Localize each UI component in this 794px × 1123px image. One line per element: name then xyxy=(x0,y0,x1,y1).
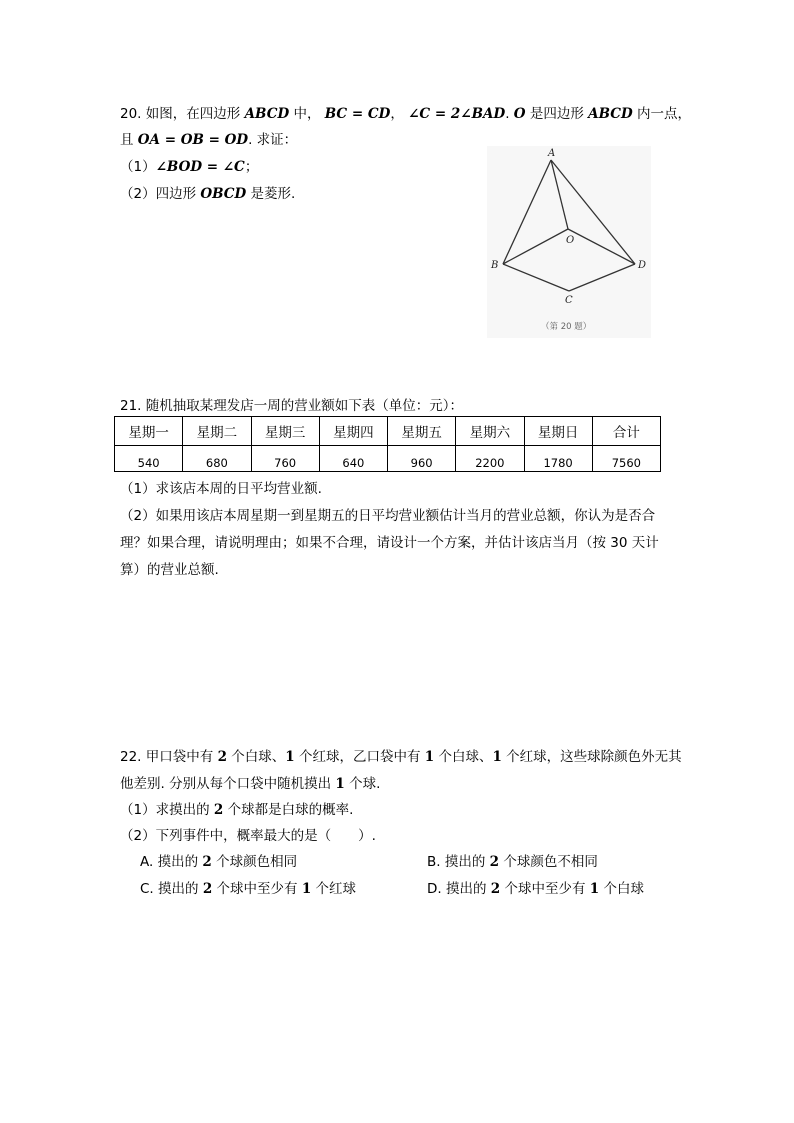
q22-number: 2 xyxy=(202,881,213,897)
q21-part2-line1: （2）如果用该店本周星期一到星期五的日平均营业额估计当月的营业总额，你认为是否合 xyxy=(120,508,656,524)
q22-number: 1 xyxy=(285,749,295,765)
table-cell: 540 xyxy=(115,446,183,472)
q22-text: A. 摸出的 xyxy=(140,854,203,870)
table-cell: 640 xyxy=(319,446,387,472)
q20-text: . xyxy=(505,106,514,122)
table-header-cell: 星期三 xyxy=(251,417,319,446)
q22-text: 个球中至少有 xyxy=(212,881,302,897)
table-cell: 760 xyxy=(251,446,319,472)
q22-text: C. 摸出的 xyxy=(140,881,203,897)
q20-point-o: O xyxy=(513,106,526,122)
q21-intro: 21. 随机抽取某理发店一周的营业额如下表（单位：元）： xyxy=(120,398,464,414)
q20-quad-abcd-2: ABCD xyxy=(588,106,633,122)
table-cell: 960 xyxy=(388,446,456,472)
q22-line1 xyxy=(120,747,682,767)
q22-text: 个红球 xyxy=(311,881,357,897)
table-header-cell: 星期四 xyxy=(319,417,387,446)
q22-option-a xyxy=(140,852,297,872)
q21-part2-line2: 理？如果合理，请说明理由；如果不合理，请设计一个方案，并估计该店当月（按 30 天计 xyxy=(120,535,659,551)
q22-text: 个球. xyxy=(344,776,381,792)
table-row xyxy=(115,446,661,472)
q22-text: 个白球、 xyxy=(226,749,286,765)
q20-text: ； xyxy=(244,159,259,175)
q22-number: 1 xyxy=(424,749,435,765)
q20-part2-expr: OBCD xyxy=(200,186,247,202)
label-o: O xyxy=(566,235,575,246)
q22-text: 个白球、 xyxy=(434,749,493,765)
table-header-cell: 星期二 xyxy=(183,417,251,446)
q22-text: D. 摸出的 xyxy=(427,881,491,897)
q22-text: 个球都是白球的概率. xyxy=(223,802,354,818)
label-c: C xyxy=(565,295,573,306)
q20-part2-label: （2）四边形 xyxy=(120,186,201,202)
q22-number: 2 xyxy=(213,802,224,818)
q20-condition-bc-cd: BC = CD xyxy=(324,106,391,122)
q20-condition-oa-ob-od: OA = OB = OD xyxy=(137,132,249,148)
sales-table xyxy=(114,416,661,472)
q22-option-d xyxy=(427,879,644,899)
q20-text: 是四边形 xyxy=(525,106,589,122)
table-cell: 2200 xyxy=(456,446,524,472)
q22-number: 2 xyxy=(217,749,227,765)
q20-part1-label: （1） xyxy=(120,159,156,175)
label-b: B xyxy=(491,260,499,271)
q20-part1-expr: ∠BOD = ∠C xyxy=(155,159,245,175)
q20-condition-angle: ∠C = 2∠BAD xyxy=(408,106,506,122)
q22-text: B. 摸出的 xyxy=(427,854,490,870)
q22-text: 个白球 xyxy=(599,881,644,897)
q20-text: 中， xyxy=(289,106,325,122)
table-header-cell: 星期六 xyxy=(456,417,524,446)
table-header-cell: 星期一 xyxy=(115,417,183,446)
table-header-cell: 星期日 xyxy=(524,417,592,446)
q22-number: 2 xyxy=(489,854,500,870)
q22-option-c xyxy=(140,879,356,899)
table-header-cell: 合计 xyxy=(592,417,660,446)
table-cell: 1780 xyxy=(524,446,592,472)
q20-quad-abcd: ABCD xyxy=(244,106,290,122)
q20-part2 xyxy=(120,184,295,204)
q22-number: 2 xyxy=(202,854,212,870)
q20-line2 xyxy=(120,130,297,150)
q22-text: 个球颜色相同 xyxy=(211,854,298,870)
q22-text: 他差别. 分别从每个口袋中随机摸出 xyxy=(120,776,336,792)
table-cell: 7560 xyxy=(592,446,660,472)
label-d: D xyxy=(638,260,647,271)
q21-part2-line3: 算）的营业总额. xyxy=(120,562,219,578)
q21-part1: （1）求该店本周的日平均营业额. xyxy=(120,481,322,497)
q20-text: 内一点， xyxy=(632,106,692,122)
label-a: A xyxy=(548,148,556,159)
figure-caption: （第 20 题） xyxy=(541,322,592,332)
q22-line2 xyxy=(120,774,380,794)
q22-text: 个红球，这些球除颜色外无其 xyxy=(501,749,682,765)
table-header-cell: 星期五 xyxy=(388,417,456,446)
q20-text: ， xyxy=(390,106,409,122)
q22-number: 1 xyxy=(589,881,600,897)
q20-text: 是菱形. xyxy=(246,186,296,202)
q22-text: 22. 甲口袋中有 xyxy=(120,749,218,765)
table-cell: 680 xyxy=(183,446,251,472)
q22-option-b xyxy=(427,852,598,872)
q22-text: （1）求摸出的 xyxy=(120,802,214,818)
q20-line1 xyxy=(120,104,691,124)
q22-text: 个球颜色不相同 xyxy=(499,854,598,870)
q22-part1 xyxy=(120,800,353,820)
q20-text: 且 xyxy=(120,132,138,148)
q20-part1 xyxy=(120,157,258,177)
q20-text: . 求证： xyxy=(248,132,298,148)
q22-number: 1 xyxy=(301,881,312,897)
q22-part2: （2）下列事件中，概率最大的是（ ）. xyxy=(120,828,376,844)
table-header-row xyxy=(115,417,661,446)
q20-figure xyxy=(487,146,651,338)
q22-text: 个球中至少有 xyxy=(500,881,590,897)
q22-text: 个红球，乙口袋中有 xyxy=(294,749,425,765)
q22-number: 1 xyxy=(335,776,345,792)
q22-number: 2 xyxy=(490,881,501,897)
q20-text: 20. 如图，在四边形 xyxy=(120,106,245,122)
q22-number: 1 xyxy=(492,749,502,765)
